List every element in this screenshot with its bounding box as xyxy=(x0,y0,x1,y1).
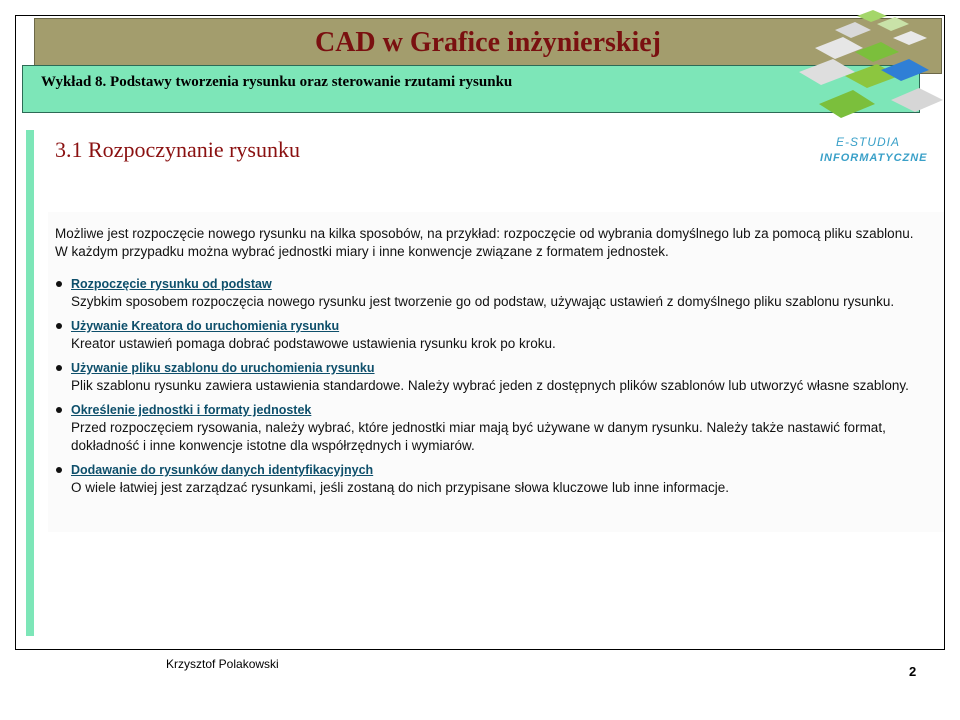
topic-description: Szybkim sposobem rozpoczęcia nowego rysunku jest tworzenie go od podstaw, używając ustawień z domyślnego pliku szablonu rysunku. xyxy=(71,294,895,309)
topic-description: Kreator ustawień pomaga dobrać podstawowe ustawienia rysunku krok po kroku. xyxy=(71,336,556,351)
topic-link-template[interactable]: Używanie pliku szablonu do uruchomienia rysunku xyxy=(71,361,375,375)
slide-title: CAD w Grafice inżynierskiej xyxy=(314,27,662,58)
topic-description: Plik szablonu rysunku zawiera ustawienia standardowe. Należy wybrać jeden z dostępnych plików szablonów lub utworzyć własne szablony. xyxy=(71,378,909,393)
list-item xyxy=(55,317,944,353)
topic-link-units[interactable]: Określenie jednostki i formaty jednostek xyxy=(71,403,312,417)
list-item xyxy=(55,461,944,497)
topic-link-identification[interactable]: Dodawanie do rysunków danych identyfikacyjnych xyxy=(71,463,374,477)
list-item xyxy=(55,359,944,395)
bullet-icon xyxy=(56,323,62,329)
logo-text-estudia: E-STUDIA xyxy=(836,135,901,149)
side-accent-bar xyxy=(26,130,34,636)
lecture-subtitle: Wykład 8. Podstawy tworzenia rysunku oraz sterowanie rzutami rysunku xyxy=(41,74,513,90)
bullet-icon xyxy=(56,365,62,371)
bullet-icon xyxy=(56,467,62,473)
list-item xyxy=(55,275,944,311)
content-panel xyxy=(48,212,944,532)
intro-paragraph: Możliwe jest rozpoczęcie nowego rysunku na kilka sposobów, na przykład: rozpoczęcie od wybrania domyślnego lub za pomocą pliku szablonu. W każdym przypadku można wybrać jednostki miary i inne konwencje związane z formatem jednostek. xyxy=(55,226,914,259)
page-number: 2 xyxy=(909,664,917,679)
list-item xyxy=(55,401,944,455)
topic-list xyxy=(55,275,944,497)
logo-tiles-icon xyxy=(795,8,955,128)
logo-text-informatyczne: INFORMATYCZNE xyxy=(820,152,928,164)
section-title: 3.1 Rozpoczynanie rysunku xyxy=(55,137,300,162)
subtitle-bar xyxy=(22,65,920,113)
topic-description: O wiele łatwiej jest zarządzać rysunkami, jeśli zostaną do nich przypisane słowa kluczowe lub inne informacje. xyxy=(71,480,730,495)
footer-author: Krzysztof Polakowski xyxy=(166,657,279,671)
topic-link-wizard[interactable]: Używanie Kreatora do uruchomienia rysunku xyxy=(71,319,340,333)
bullet-icon xyxy=(56,407,62,413)
topic-description: Przed rozpoczęciem rysowania, należy wybrać, które jednostki miar mają być używane w danym rysunku. Należy także nastawić format, dokładność i inne konwencje istotne dla współrzędnych i wymiarów. xyxy=(71,420,886,453)
bullet-icon xyxy=(56,281,62,287)
topic-link-from-scratch[interactable]: Rozpoczęcie rysunku od podstaw xyxy=(71,277,272,291)
